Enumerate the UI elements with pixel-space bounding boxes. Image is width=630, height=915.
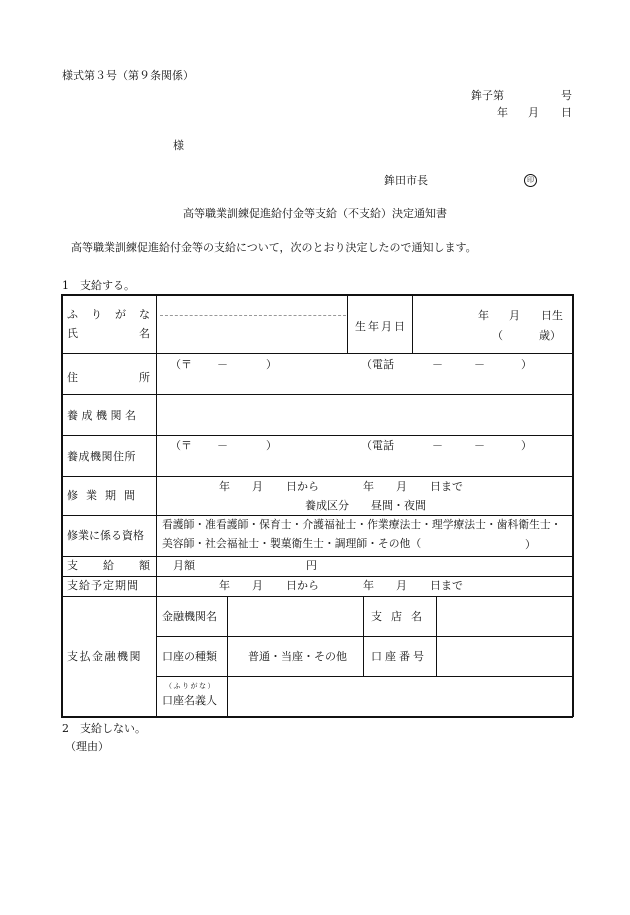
branch-name-label: 支店名 [371,610,431,623]
document-number-prefix: 鉾子第 [471,89,504,102]
qualification-close: ） [525,538,536,551]
birth-year: 年 [478,309,489,322]
monthly-label: 月額 [173,559,195,572]
birth-day: 日生 [541,309,563,322]
date-day: 日 [561,106,572,119]
yen-unit: 円 [306,559,317,572]
bank-name-label: 金融機関名 [162,610,217,623]
birth-date-label: 生年月日 [355,320,407,333]
training-type: 養成区分 昼間・夜間 [305,499,426,512]
schedule-to-year: 年 [363,579,374,592]
scheduled-period-label: 支給予定期間 [67,579,139,592]
section-1-heading: 1 支給する。 [62,279,135,292]
name-label: 氏 名 [67,327,150,340]
holder-furigana-label: （ふりがな） [165,682,216,690]
schedule-to-day: 日まで [430,579,463,592]
phone-open: （電話 [361,358,394,371]
period-to-day: 日まで [430,480,463,493]
address-label: 住 所 [67,371,150,384]
period-from-month: 月 [252,480,263,493]
inst-phone-open: （電話 [361,439,394,452]
account-holder-label: 口座名義人 [162,694,217,707]
inst-postal-open: （〒 [170,439,192,452]
section-2-heading: 2 支給しない。 [62,722,146,735]
age-open: （ [492,329,503,342]
seal-mark: 印 [524,174,537,187]
qualification-line-2: 美容師・社会福祉士・製菓衛生士・調理師・その他（ [162,537,422,550]
inst-phone-dash-2: － [474,439,485,452]
phone-dash-1: － [432,358,443,371]
form-number: 様式第３号（第９条関係） [62,69,194,82]
birth-month: 月 [509,309,520,322]
account-type-label: 口座の種類 [162,650,217,663]
addressee-suffix: 様 [173,139,184,152]
period-to-month: 月 [396,480,407,493]
payment-bank-label: 支払金融機関 [67,650,142,663]
schedule-from-year: 年 [219,579,230,592]
account-type-options: 普通・当座・その他 [248,650,347,663]
institution-name-label: 養成機関名 [67,409,140,422]
document-number-suffix: 号 [561,89,572,102]
inst-phone-close: ） [521,439,532,452]
postal-dash: － [217,358,228,371]
schedule-from-day: 日から [286,579,319,592]
issuer-name: 鉾田市長 [384,174,428,187]
furigana-label: ふ り が な [67,308,150,321]
document-title: 高等職業訓練促進給付金等支給（不支給）決定通知書 [183,207,447,220]
training-period-label: 修業期間 [67,489,143,502]
institution-address-label: 養成機関住所 [67,450,136,463]
phone-close: ） [521,358,532,371]
date-year: 年 [497,106,508,119]
qualification-label: 修業に係る資格 [67,529,144,542]
inst-postal-close: ） [266,439,277,452]
qualification-line-1: 看護師・准看護師・保育士・介護福祉士・作業療法士・理学療法士・歯科衛生士・ [162,518,562,531]
reason-label: （理由） [65,740,109,753]
age-close: 歳） [539,329,561,342]
account-number-label: 口座番号 [371,650,427,663]
inst-postal-dash: － [217,439,228,452]
period-from-day: 日から [286,480,319,493]
schedule-from-month: 月 [252,579,263,592]
postal-open: （〒 [170,358,192,371]
postal-close: ） [266,358,277,371]
period-from-year: 年 [219,480,230,493]
schedule-to-month: 月 [396,579,407,592]
phone-dash-2: － [474,358,485,371]
inst-phone-dash-1: － [432,439,443,452]
date-month: 月 [528,106,539,119]
period-to-year: 年 [363,480,374,493]
intro-text: 高等職業訓練促進給付金等の支給について，次のとおり決定したので通知します。 [71,241,477,254]
amount-label: 支 給 額 [67,559,150,572]
